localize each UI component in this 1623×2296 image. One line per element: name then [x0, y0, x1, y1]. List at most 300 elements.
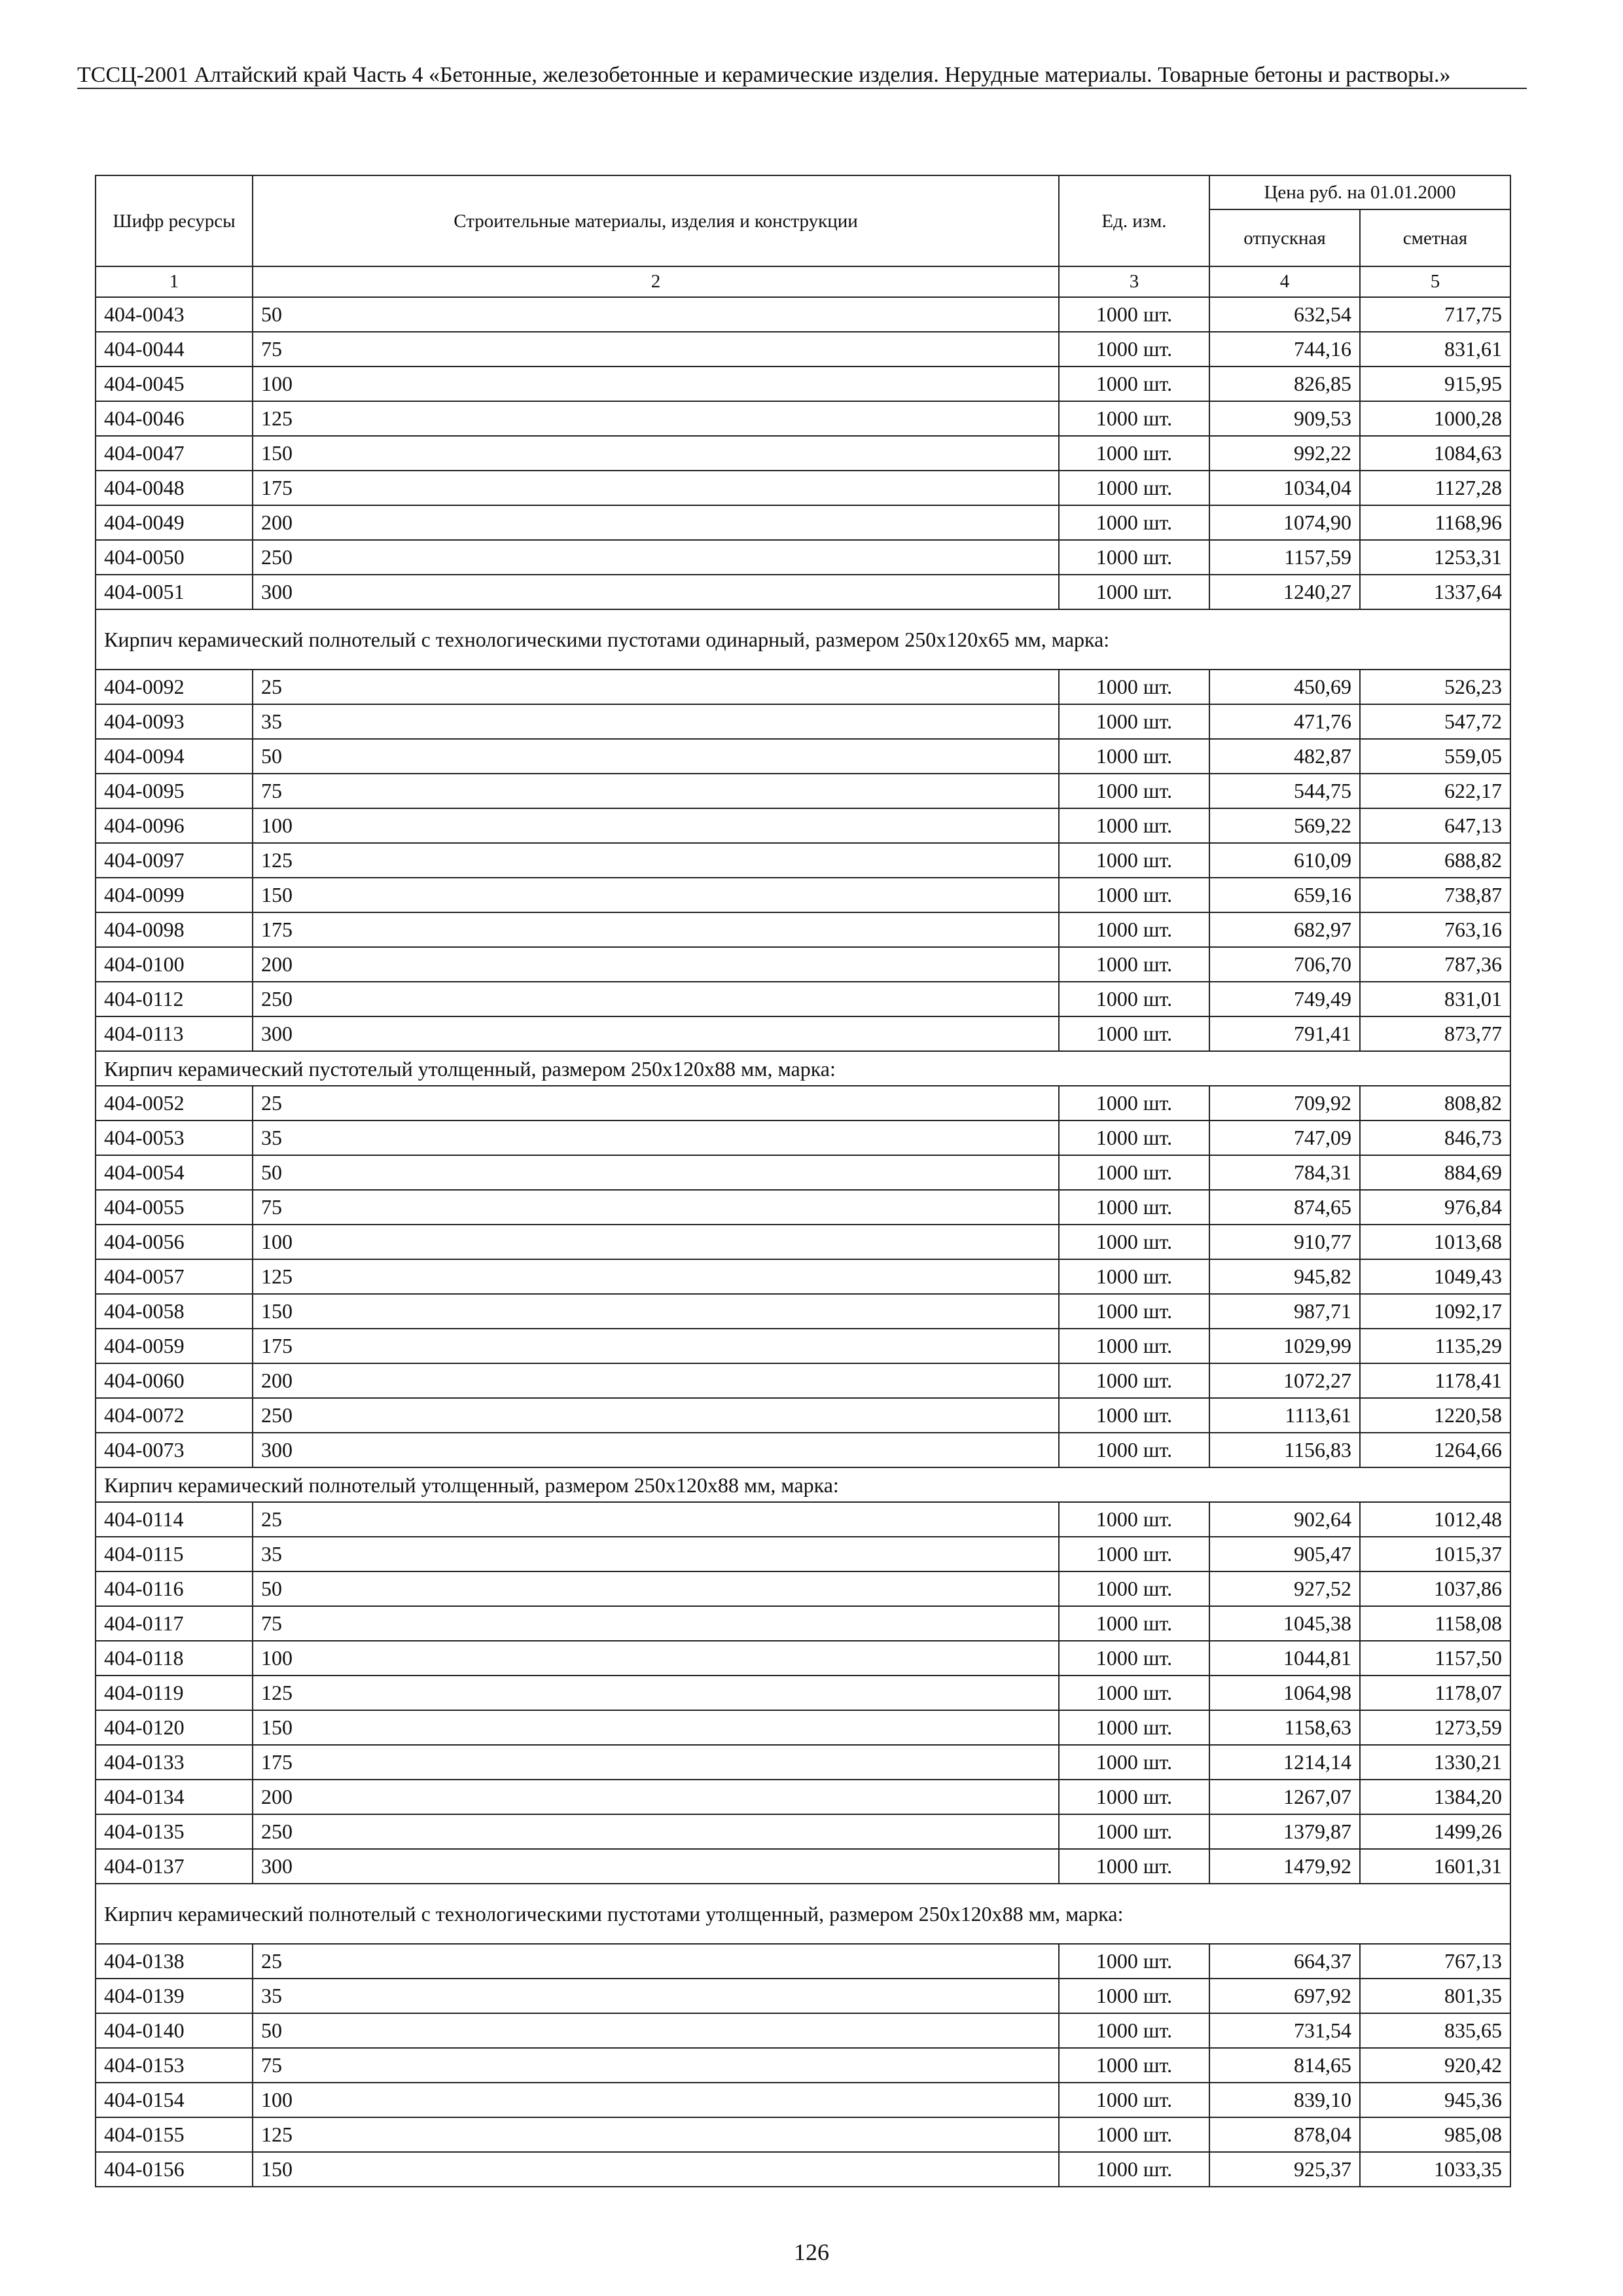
resource-code: 404-0060: [96, 1363, 253, 1398]
release-price: 450,69: [1209, 670, 1360, 704]
release-price: 1158,63: [1209, 1710, 1360, 1745]
estimate-price: 1012,48: [1360, 1502, 1510, 1537]
section-header-row: [96, 1467, 1510, 1502]
column-number: 2: [253, 266, 1059, 297]
material-grade: 125: [253, 1259, 1059, 1294]
material-grade: 35: [253, 1979, 1059, 2013]
table-row: [96, 912, 1510, 947]
unit: 1000 шт.: [1059, 1606, 1209, 1641]
table-row: [96, 1086, 1510, 1121]
release-price: 1064,98: [1209, 1676, 1360, 1710]
material-grade: 75: [253, 1606, 1059, 1641]
table-row: [96, 575, 1510, 609]
resource-code: 404-0048: [96, 471, 253, 505]
table-row: [96, 332, 1510, 367]
release-price: 610,09: [1209, 843, 1360, 878]
estimate-price: 1168,96: [1360, 505, 1510, 540]
release-price: 909,53: [1209, 401, 1360, 436]
material-grade: 200: [253, 947, 1059, 982]
section-header-row: [96, 609, 1510, 670]
unit: 1000 шт.: [1059, 1641, 1209, 1676]
resource-code: 404-0120: [96, 1710, 253, 1745]
material-grade: 25: [253, 1944, 1059, 1979]
release-price: 747,09: [1209, 1121, 1360, 1155]
estimate-price: 1499,26: [1360, 1814, 1510, 1849]
release-price: 910,77: [1209, 1225, 1360, 1259]
column-number: 1: [96, 266, 253, 297]
material-grade: 50: [253, 297, 1059, 332]
release-price: 814,65: [1209, 2048, 1360, 2083]
release-price: 839,10: [1209, 2083, 1360, 2117]
estimate-price: 767,13: [1360, 1944, 1510, 1979]
unit: 1000 шт.: [1059, 1190, 1209, 1225]
estimate-price: 976,84: [1360, 1190, 1510, 1225]
section-header-row: [96, 1884, 1510, 1944]
estimate-price: 1037,86: [1360, 1571, 1510, 1606]
estimate-price: 808,82: [1360, 1086, 1510, 1121]
section-title: Кирпич керамический полнотелый с технологическими пустотами одинарный, размером 250x120x65 мм, марка:: [96, 609, 1510, 670]
estimate-price: 787,36: [1360, 947, 1510, 982]
column-number: 3: [1059, 266, 1209, 297]
column-number: 5: [1360, 266, 1510, 297]
material-grade: 100: [253, 1641, 1059, 1676]
estimate-price: 831,01: [1360, 982, 1510, 1016]
estimate-price: 915,95: [1360, 367, 1510, 401]
table-row: [96, 1398, 1510, 1433]
release-price: 945,82: [1209, 1259, 1360, 1294]
table-row: [96, 2048, 1510, 2083]
unit: 1000 шт.: [1059, 982, 1209, 1016]
estimate-price: 1264,66: [1360, 1433, 1510, 1467]
table-row: [96, 1745, 1510, 1780]
table-row: [96, 843, 1510, 878]
table-row: [96, 1780, 1510, 1814]
release-price: 664,37: [1209, 1944, 1360, 1979]
material-grade: 150: [253, 1710, 1059, 1745]
resource-code: 404-0093: [96, 704, 253, 739]
resource-code: 404-0118: [96, 1641, 253, 1676]
table-row: [96, 670, 1510, 704]
resource-code: 404-0095: [96, 774, 253, 808]
section-title: Кирпич керамический полнотелый с технологическими пустотами утолщенный, размером 250x120x88 мм, марка:: [96, 1884, 1510, 1944]
resource-code: 404-0053: [96, 1121, 253, 1155]
unit: 1000 шт.: [1059, 912, 1209, 947]
resource-code: 404-0113: [96, 1016, 253, 1051]
resource-code: 404-0139: [96, 1979, 253, 2013]
estimate-price: 1000,28: [1360, 401, 1510, 436]
release-price: 544,75: [1209, 774, 1360, 808]
unit: 1000 шт.: [1059, 878, 1209, 912]
unit: 1000 шт.: [1059, 843, 1209, 878]
table-row: [96, 1329, 1510, 1363]
estimate-price: 945,36: [1360, 2083, 1510, 2117]
resource-code: 404-0051: [96, 575, 253, 609]
resource-price-table: [95, 175, 1511, 2187]
estimate-price: 920,42: [1360, 2048, 1510, 2083]
table-row: [96, 1502, 1510, 1537]
estimate-price: 526,23: [1360, 670, 1510, 704]
material-grade: 75: [253, 332, 1059, 367]
estimate-price: 738,87: [1360, 878, 1510, 912]
release-price: 925,37: [1209, 2152, 1360, 2187]
unit: 1000 шт.: [1059, 505, 1209, 540]
estimate-price: 873,77: [1360, 1016, 1510, 1051]
unit: 1000 шт.: [1059, 1676, 1209, 1710]
estimate-price: 1158,08: [1360, 1606, 1510, 1641]
table-row: [96, 808, 1510, 843]
table-row: [96, 436, 1510, 471]
table-row: [96, 1814, 1510, 1849]
estimate-price: 1330,21: [1360, 1745, 1510, 1780]
release-price: 1240,27: [1209, 575, 1360, 609]
resource-code: 404-0054: [96, 1155, 253, 1190]
material-grade: 100: [253, 367, 1059, 401]
unit: 1000 шт.: [1059, 1849, 1209, 1884]
page-header: ТССЦ-2001 Алтайский край Часть 4 «Бетонные, железобетонные и керамические изделия. Нерудные материалы. Товарные бетоны и растворы.»: [77, 63, 1527, 89]
table-row: [96, 401, 1510, 436]
table-row: [96, 2013, 1510, 2048]
release-price: 1045,38: [1209, 1606, 1360, 1641]
material-grade: 75: [253, 1190, 1059, 1225]
table-body: [96, 297, 1510, 2187]
unit: 1000 шт.: [1059, 1121, 1209, 1155]
estimate-price: 622,17: [1360, 774, 1510, 808]
section-title: Кирпич керамический пустотелый утолщенный, размером 250x120x88 мм, марка:: [96, 1051, 1510, 1086]
estimate-price: 1015,37: [1360, 1537, 1510, 1571]
unit: 1000 шт.: [1059, 1780, 1209, 1814]
release-price: 878,04: [1209, 2117, 1360, 2152]
resource-code: 404-0058: [96, 1294, 253, 1329]
resource-code: 404-0119: [96, 1676, 253, 1710]
material-grade: 250: [253, 1398, 1059, 1433]
unit: 1000 шт.: [1059, 436, 1209, 471]
release-price: 987,71: [1209, 1294, 1360, 1329]
col-header-release-price: отпускная: [1209, 209, 1360, 266]
resource-code: 404-0045: [96, 367, 253, 401]
table-row: [96, 1121, 1510, 1155]
col-header-price: Цена руб. на 01.01.2000: [1209, 175, 1510, 209]
unit: 1000 шт.: [1059, 1502, 1209, 1537]
resource-code: 404-0047: [96, 436, 253, 471]
material-grade: 75: [253, 2048, 1059, 2083]
material-grade: 300: [253, 575, 1059, 609]
resource-code: 404-0043: [96, 297, 253, 332]
release-price: 471,76: [1209, 704, 1360, 739]
unit: 1000 шт.: [1059, 1537, 1209, 1571]
resource-code: 404-0072: [96, 1398, 253, 1433]
material-grade: 200: [253, 1363, 1059, 1398]
release-price: 1029,99: [1209, 1329, 1360, 1363]
resource-code: 404-0100: [96, 947, 253, 982]
unit: 1000 шт.: [1059, 1433, 1209, 1467]
col-header-code: Шифр ресурсы: [96, 175, 253, 266]
resource-code: 404-0156: [96, 2152, 253, 2187]
material-grade: 125: [253, 2117, 1059, 2152]
table-row: [96, 1016, 1510, 1051]
table-row: [96, 2083, 1510, 2117]
estimate-price: 801,35: [1360, 1979, 1510, 2013]
resource-code: 404-0112: [96, 982, 253, 1016]
release-price: 731,54: [1209, 2013, 1360, 2048]
unit: 1000 шт.: [1059, 1710, 1209, 1745]
estimate-price: 1013,68: [1360, 1225, 1510, 1259]
table-row: [96, 1849, 1510, 1884]
col-header-unit: Ед. изм.: [1059, 175, 1209, 266]
table-row: [96, 1710, 1510, 1745]
unit: 1000 шт.: [1059, 2152, 1209, 2187]
unit: 1000 шт.: [1059, 1294, 1209, 1329]
release-price: 1379,87: [1209, 1814, 1360, 1849]
table-row: [96, 1433, 1510, 1467]
material-grade: 150: [253, 878, 1059, 912]
table-row: [96, 297, 1510, 332]
table-row: [96, 982, 1510, 1016]
material-grade: 100: [253, 2083, 1059, 2117]
release-price: 1113,61: [1209, 1398, 1360, 1433]
unit: 1000 шт.: [1059, 1259, 1209, 1294]
release-price: 482,87: [1209, 739, 1360, 774]
estimate-price: 835,65: [1360, 2013, 1510, 2048]
estimate-price: 1049,43: [1360, 1259, 1510, 1294]
estimate-price: 1178,07: [1360, 1676, 1510, 1710]
release-price: 1267,07: [1209, 1780, 1360, 1814]
material-grade: 50: [253, 1155, 1059, 1190]
material-grade: 175: [253, 912, 1059, 947]
table-row: [96, 1979, 1510, 2013]
col-header-estimate-price: сметная: [1360, 209, 1510, 266]
unit: 1000 шт.: [1059, 1944, 1209, 1979]
estimate-price: 846,73: [1360, 1121, 1510, 1155]
table-row: [96, 947, 1510, 982]
unit: 1000 шт.: [1059, 1745, 1209, 1780]
material-grade: 175: [253, 1329, 1059, 1363]
release-price: 992,22: [1209, 436, 1360, 471]
estimate-price: 985,08: [1360, 2117, 1510, 2152]
material-grade: 75: [253, 774, 1059, 808]
resource-code: 404-0099: [96, 878, 253, 912]
estimate-price: 688,82: [1360, 843, 1510, 878]
table-row: [96, 1537, 1510, 1571]
release-price: 744,16: [1209, 332, 1360, 367]
table-row: [96, 1190, 1510, 1225]
material-grade: 250: [253, 982, 1059, 1016]
table-row: [96, 878, 1510, 912]
release-price: 1479,92: [1209, 1849, 1360, 1884]
unit: 1000 шт.: [1059, 1225, 1209, 1259]
release-price: 697,92: [1209, 1979, 1360, 2013]
unit: 1000 шт.: [1059, 2048, 1209, 2083]
estimate-price: 1157,50: [1360, 1641, 1510, 1676]
estimate-price: 717,75: [1360, 297, 1510, 332]
material-grade: 25: [253, 670, 1059, 704]
resource-code: 404-0094: [96, 739, 253, 774]
resource-code: 404-0046: [96, 401, 253, 436]
resource-code: 404-0135: [96, 1814, 253, 1849]
material-grade: 200: [253, 505, 1059, 540]
material-grade: 150: [253, 436, 1059, 471]
release-price: 1156,83: [1209, 1433, 1360, 1467]
resource-code: 404-0073: [96, 1433, 253, 1467]
table-row: [96, 1676, 1510, 1710]
estimate-price: 647,13: [1360, 808, 1510, 843]
material-grade: 250: [253, 540, 1059, 575]
resource-code: 404-0134: [96, 1780, 253, 1814]
release-price: 659,16: [1209, 878, 1360, 912]
unit: 1000 шт.: [1059, 471, 1209, 505]
table-row: [96, 540, 1510, 575]
estimate-price: 1084,63: [1360, 436, 1510, 471]
resource-code: 404-0116: [96, 1571, 253, 1606]
estimate-price: 1092,17: [1360, 1294, 1510, 1329]
table-row: [96, 774, 1510, 808]
material-grade: 25: [253, 1502, 1059, 1537]
release-price: 791,41: [1209, 1016, 1360, 1051]
unit: 1000 шт.: [1059, 1979, 1209, 2013]
release-price: 569,22: [1209, 808, 1360, 843]
unit: 1000 шт.: [1059, 1814, 1209, 1849]
unit: 1000 шт.: [1059, 704, 1209, 739]
table-row: [96, 1259, 1510, 1294]
unit: 1000 шт.: [1059, 947, 1209, 982]
estimate-price: 1273,59: [1360, 1710, 1510, 1745]
resource-code: 404-0049: [96, 505, 253, 540]
release-price: 706,70: [1209, 947, 1360, 982]
material-grade: 250: [253, 1814, 1059, 1849]
unit: 1000 шт.: [1059, 1329, 1209, 1363]
unit: 1000 шт.: [1059, 1571, 1209, 1606]
table-row: [96, 704, 1510, 739]
resource-code: 404-0098: [96, 912, 253, 947]
unit: 1000 шт.: [1059, 739, 1209, 774]
material-grade: 300: [253, 1016, 1059, 1051]
resource-code: 404-0138: [96, 1944, 253, 1979]
unit: 1000 шт.: [1059, 1363, 1209, 1398]
resource-code: 404-0044: [96, 332, 253, 367]
resource-code: 404-0050: [96, 540, 253, 575]
resource-code: 404-0092: [96, 670, 253, 704]
estimate-price: 884,69: [1360, 1155, 1510, 1190]
unit: 1000 шт.: [1059, 332, 1209, 367]
material-grade: 25: [253, 1086, 1059, 1121]
release-price: 874,65: [1209, 1190, 1360, 1225]
release-price: 1072,27: [1209, 1363, 1360, 1398]
material-grade: 175: [253, 471, 1059, 505]
unit: 1000 шт.: [1059, 1398, 1209, 1433]
release-price: 749,49: [1209, 982, 1360, 1016]
table-row: [96, 1294, 1510, 1329]
unit: 1000 шт.: [1059, 1086, 1209, 1121]
material-grade: 100: [253, 808, 1059, 843]
release-price: 927,52: [1209, 1571, 1360, 1606]
unit: 1000 шт.: [1059, 1016, 1209, 1051]
resource-code: 404-0115: [96, 1537, 253, 1571]
release-price: 1034,04: [1209, 471, 1360, 505]
release-price: 709,92: [1209, 1086, 1360, 1121]
material-grade: 100: [253, 1225, 1059, 1259]
unit: 1000 шт.: [1059, 2117, 1209, 2152]
estimate-price: 559,05: [1360, 739, 1510, 774]
column-number-row: [96, 266, 1510, 297]
table-row: [96, 739, 1510, 774]
unit: 1000 шт.: [1059, 367, 1209, 401]
table-row: [96, 1155, 1510, 1190]
estimate-price: 763,16: [1360, 912, 1510, 947]
estimate-price: 1601,31: [1360, 1849, 1510, 1884]
table-row: [96, 1363, 1510, 1398]
release-price: 1074,90: [1209, 505, 1360, 540]
resource-code: 404-0154: [96, 2083, 253, 2117]
resource-code: 404-0059: [96, 1329, 253, 1363]
table-row: [96, 1606, 1510, 1641]
release-price: 826,85: [1209, 367, 1360, 401]
material-grade: 35: [253, 1121, 1059, 1155]
unit: 1000 шт.: [1059, 808, 1209, 843]
table-row: [96, 2152, 1510, 2187]
table-row: [96, 1225, 1510, 1259]
estimate-price: 1253,31: [1360, 540, 1510, 575]
unit: 1000 шт.: [1059, 774, 1209, 808]
resource-code: 404-0153: [96, 2048, 253, 2083]
material-grade: 125: [253, 1676, 1059, 1710]
table-row: [96, 1571, 1510, 1606]
estimate-price: 1178,41: [1360, 1363, 1510, 1398]
material-grade: 300: [253, 1433, 1059, 1467]
resource-code: 404-0133: [96, 1745, 253, 1780]
unit: 1000 шт.: [1059, 297, 1209, 332]
resource-code: 404-0097: [96, 843, 253, 878]
resource-code: 404-0140: [96, 2013, 253, 2048]
unit: 1000 шт.: [1059, 2083, 1209, 2117]
resource-code: 404-0096: [96, 808, 253, 843]
material-grade: 35: [253, 704, 1059, 739]
estimate-price: 1127,28: [1360, 471, 1510, 505]
estimate-price: 1337,64: [1360, 575, 1510, 609]
unit: 1000 шт.: [1059, 670, 1209, 704]
page-number: 126: [794, 2239, 829, 2265]
table-row: [96, 367, 1510, 401]
material-grade: 150: [253, 1294, 1059, 1329]
release-price: 1214,14: [1209, 1745, 1360, 1780]
resource-code: 404-0117: [96, 1606, 253, 1641]
material-grade: 125: [253, 843, 1059, 878]
table-row: [96, 2117, 1510, 2152]
estimate-price: 1033,35: [1360, 2152, 1510, 2187]
resource-code: 404-0052: [96, 1086, 253, 1121]
estimate-price: 831,61: [1360, 332, 1510, 367]
material-grade: 200: [253, 1780, 1059, 1814]
material-grade: 300: [253, 1849, 1059, 1884]
material-grade: 175: [253, 1745, 1059, 1780]
release-price: 784,31: [1209, 1155, 1360, 1190]
table-row: [96, 471, 1510, 505]
estimate-price: 1220,58: [1360, 1398, 1510, 1433]
section-title: Кирпич керамический полнотелый утолщенный, размером 250x120x88 мм, марка:: [96, 1467, 1510, 1502]
resource-code: 404-0055: [96, 1190, 253, 1225]
release-price: 905,47: [1209, 1537, 1360, 1571]
resource-code: 404-0057: [96, 1259, 253, 1294]
col-header-name: Строительные материалы, изделия и конструкции: [253, 175, 1059, 266]
material-grade: 50: [253, 2013, 1059, 2048]
material-grade: 125: [253, 401, 1059, 436]
release-price: 1044,81: [1209, 1641, 1360, 1676]
table-row: [96, 505, 1510, 540]
unit: 1000 шт.: [1059, 540, 1209, 575]
table-row: [96, 1944, 1510, 1979]
section-header-row: [96, 1051, 1510, 1086]
resource-code: 404-0114: [96, 1502, 253, 1537]
table-row: [96, 1641, 1510, 1676]
unit: 1000 шт.: [1059, 401, 1209, 436]
